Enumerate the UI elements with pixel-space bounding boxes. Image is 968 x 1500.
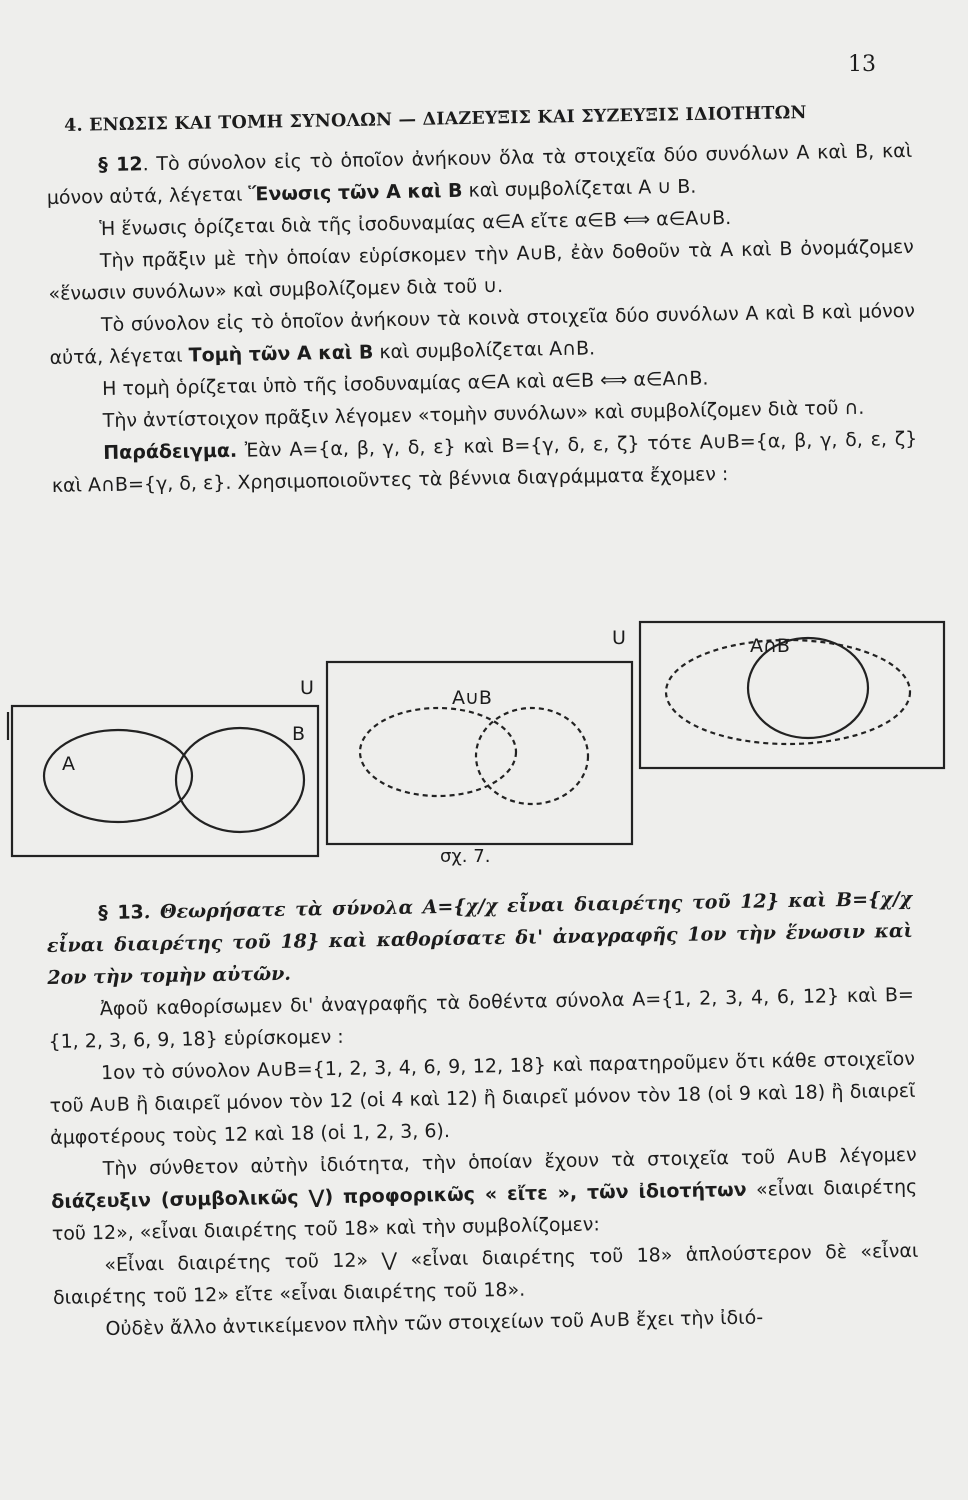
s12-number: § 12 [98, 153, 143, 177]
s13-paragraph-4: Τὴν σύνθετον αὐτὴν ἰδιότητα, τὴν ὁποίαν ἔχουν τὰ στοιχεῖα τοῦ Α∪Β λέγομεν διάζευξιν (συμβολικῶς ⋁) προφορικῶς « εἴτε », τῶν ἰδιοτήτων «εἶναι διαιρέτης τοῦ 12», «εἶναι διαιρέτης τοῦ 18» καὶ τὴν συμβολίζομεν: [51, 1143, 918, 1245]
page-number: 13 [848, 52, 876, 77]
venn-right-intersection-label: A∩B [750, 635, 790, 657]
figure-caption: σχ. 7. [440, 846, 491, 867]
example-paragraph: Παράδειγμα. Ἐὰν Α={α, β, γ, δ, ε} καὶ Β={γ, δ, ε, ζ} τότε Α∪Β={α, β, γ, δ, ε, ζ} καὶ Α∩Β={γ, δ, ε}. Χρησιμοποιοῦντες τὰ βέννια διαγράμματα ἔχομεν : [51, 427, 918, 497]
example-label: Παράδειγμα. [103, 439, 238, 465]
venn-middle-union-label: A∪B [452, 687, 492, 709]
s13-paragraph-6: Οὐδὲν ἄλλο ἀντικείμενον πλὴν τῶν στοιχείων τοῦ Α∪Β ἔχει τὴν ἰδιό- [105, 1306, 764, 1341]
s12-paragraph-2: Ἡ ἕνωσις ὁρίζεται διὰ τῆς ἰσοδυναμίας α∈Α εἴτε α∈Β ⟺ α∈Α∪Β. [99, 207, 732, 241]
venn-right-universe [640, 622, 944, 768]
venn-left-set-a [44, 730, 192, 822]
s12-paragraph-5: Η τομὴ ὁρίζεται ὑπὸ τῆς ἰσοδυναμίας α∈Α καὶ α∈Β ⟺ α∈Α∩Β. [101, 367, 709, 401]
disjunction-term: διάζευξιν (συμβολικῶς ⋁) προφορικῶς « εἴτε », τῶν ἰδιοτήτων [51, 1178, 747, 1213]
s13-paragraph-2: Ἀφοῦ καθορίσωμεν δι' ἀναγραφῆς τὰ δοθέντα σύνολα Α={1, 2, 3, 4, 6, 12} καὶ Β={1, 2, 3, 6, 9, 18} εὑρίσκομεν : [48, 983, 915, 1053]
s12-paragraph-3: Τὴν πρᾶξιν μὲ τὴν ὁποίαν εὑρίσκομεν τὴν Α∪Β, ἐὰν δοθοῦν τὰ Α καὶ Β ὀνομάζομεν «ἕνωσιν συνόλων» καὶ συμβολίζομεν διὰ τοῦ ∪. [48, 235, 915, 305]
section-12-text [46, 135, 918, 502]
venn-left-u-label: U [300, 677, 314, 699]
venn-left-b-label: B [292, 723, 306, 745]
venn-middle-set-b [476, 708, 588, 804]
venn-diagrams [0, 600, 968, 870]
section-title: 4. ΕΝΩΣΙΣ ΚΑΙ ΤΟΜΗ ΣΥΝΟΛΩΝ — ΔΙΑΖΕΥΞΙΣ ΚΑΙ ΣΥΖΕΥΞΙΣ ΙΔΙΟΤΗΤΩΝ [64, 103, 807, 136]
venn-middle-u-label: U [612, 627, 626, 649]
s13-paragraph-5: «Εἶναι διαιρέτης τοῦ 12» ⋁ «εἶναι διαιρέτης τοῦ 18» ἁπλούστερον δὲ «εἶναι διαιρέτης τοῦ 12» εἴτε «εἶναι διαιρέτης τοῦ 18». [52, 1239, 919, 1309]
venn-left-a-label: A [62, 753, 75, 775]
s12-paragraph-4: Τὸ σύνολον εἰς τὸ ὁποῖον ἀνήκουν τὰ κοινὰ στοιχεῖα δύο συνόλων Α καὶ Β καὶ μόνον αὐτά, λέγεται Τομὴ τῶν Α καὶ Β καὶ συμβολίζεται Α∩Β. [49, 299, 916, 369]
venn-left-set-b [176, 728, 304, 832]
s13-exercise [46, 883, 914, 994]
s12-paragraph-6: Τὴν ἀντίστοιχον πρᾶξιν λέγομεν «τομὴν συνόλων» καὶ συμβολίζομεν διὰ τοῦ ∩. [102, 396, 865, 433]
venn-left-universe [12, 706, 318, 856]
s13-paragraph-3: 1ον τὸ σύνολον Α∪Β={1, 2, 3, 4, 6, 9, 12, 18} καὶ παρατηροῦμεν ὅτι κάθε στοιχεῖον τοῦ Α∪Β ἢ διαιρεῖ μόνον τὸν 12 (οἱ 4 καὶ 12) ἢ διαιρεῖ μόνον τὸν 18 (οἱ 9 καὶ 18) ἢ διαιρεῖ ἀμφοτέρους τοὺς 12 καὶ 18 (οἱ 1, 2, 3, 6). [49, 1047, 916, 1149]
intersection-term: Τομὴ τῶν Α καὶ Β [188, 341, 374, 367]
section-13-text [46, 883, 920, 1346]
union-term: Ἕνωσις τῶν Α καὶ Β [248, 179, 463, 206]
s13-exercise-text: . Θεωρήσατε τὰ σύνολα Α={χ/χ εἶναι διαιρέτης τοῦ 12} καὶ Β={χ/χ εἶναι διαιρέτης τοῦ 18} καὶ καθορίσατε δι' ἀναγραφῆς 1ον τὴν ἕνωσιν καὶ 2ον τὴν τομὴν αὐτῶν. [46, 887, 913, 989]
s13-number: § 13 [98, 901, 144, 925]
s12-paragraph-1: § 12. Τὸ σύνολον εἰς τὸ ὁποῖον ἀνήκουν ὅλα τὰ στοιχεῖα δύο συνόλων Α καὶ Β, καὶ μόνον αὐτά, λέγεται Ἕνωσις τῶν Α καὶ Β καὶ συμβολίζεται Α ∪ Β. [46, 139, 913, 209]
